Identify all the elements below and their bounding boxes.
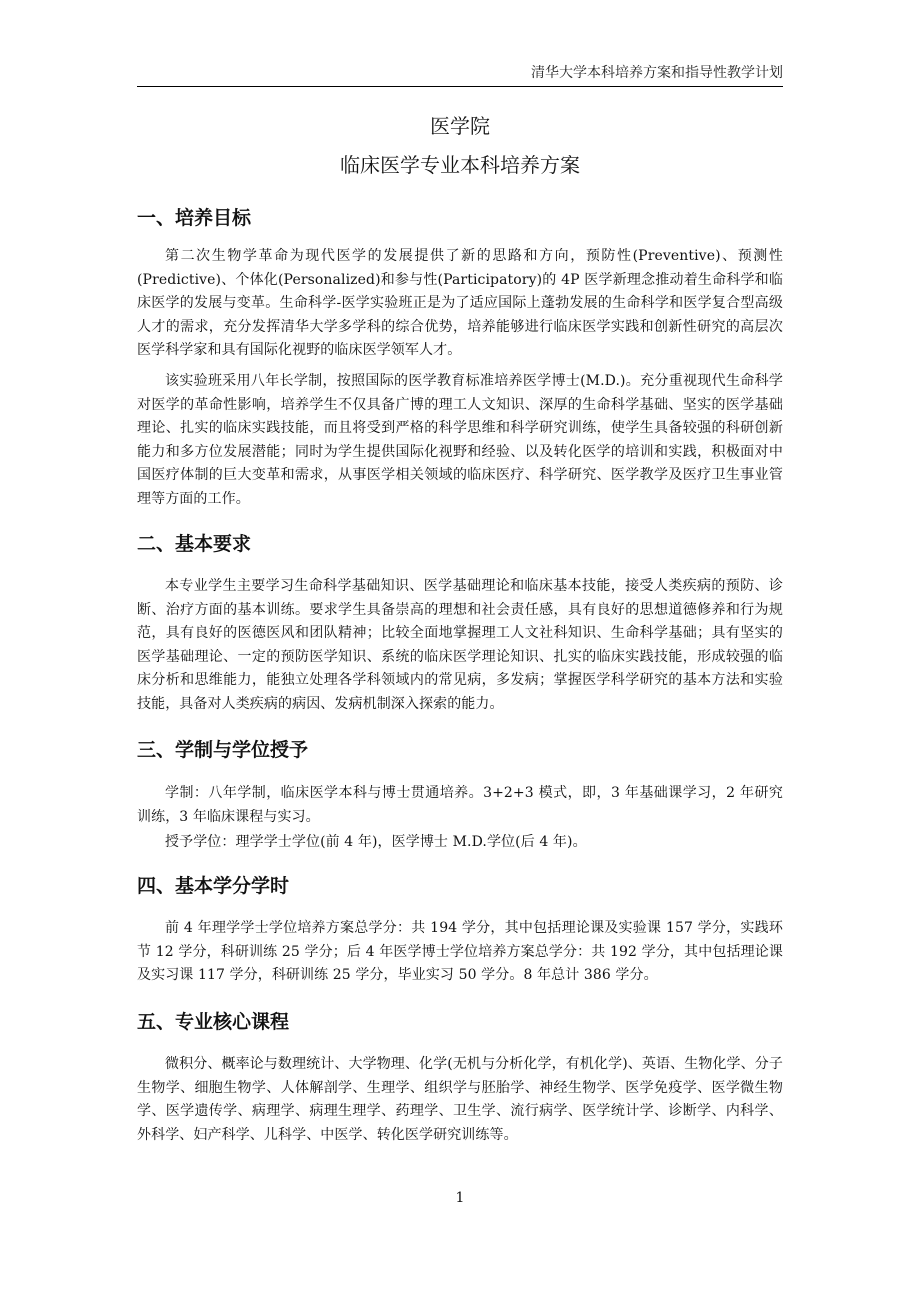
paragraph-degree: 授予学位：理学学士学位(前 4 年)，医学博士 M.D.学位(后 4 年)。: [165, 834, 587, 850]
section-heading-training-objectives: 一、培养目标: [137, 207, 252, 229]
header-divider: [137, 86, 783, 87]
section-heading-duration-and-degree: 三、学制与学位授予: [137, 739, 309, 761]
paragraph-objectives-1: 第二次生物学革命为现代医学的发展提供了新的思路和方向，预防性(Preventive)、预测性(Predictive)、个体化(Personalized)和参与性(Participatory)的 4P 医学新理念推动着生命科学和临床医学的发展与变革。生命科学-医学实验班正是为了适应国际上蓬勃发展的生命科学和医学复合型高级人才的需求，充分发挥清华大学多学科的综合优势，培养能够进行临床医学实践和创新性研究的高层次医学科学家和具有国际化视野的临床医学领军人才。: [137, 248, 783, 358]
paragraph-credits: 前 4 年理学学士学位培养方案总学分：共 194 学分，其中包括理论课及实验课 157 学分，实践环节 12 学分，科研训练 25 学分；后 4 年医学博士学位培养方案总学分：共 192 学分，其中包括理论课及实习课 117 学分，科研训练 25 学分，毕业实习 50 学分。8 年总计 386 学分。: [137, 920, 783, 983]
section-heading-basic-requirements: 二、基本要求: [137, 533, 252, 555]
paragraph-requirements: 本专业学生主要学习生命科学基础知识、医学基础理论和临床基本技能，接受人类疾病的预防、诊断、治疗方面的基本训练。要求学生具备崇高的理想和社会责任感，具有良好的思想道德修养和行为规范，具有良好的医德医风和团队精神；比较全面地掌握理工人文社科知识、生命科学基础；具有坚实的医学基础理论、一定的预防医学知识、系统的临床医学理论知识、扎实的临床实践技能，形成较强的临床分析和思维能力，能独立处理各学科领域内的常见病，多发病；掌握医学科学研究的基本方法和实验技能，具备对人类疾病的病因、发病机制深入探索的能力。: [137, 578, 783, 712]
section-heading-core-courses: 五、专业核心课程: [137, 1011, 290, 1033]
running-header: 清华大学本科培养方案和指导性教学计划: [531, 65, 783, 81]
department-title: 医学院: [430, 114, 490, 138]
page-number: 1: [455, 1190, 465, 1206]
paragraph-core-courses: 微积分、概率论与数理统计、大学物理、化学(无机与分析化学，有机化学)、英语、生物化学、分子生物学、细胞生物学、人体解剖学、生理学、组织学与胚胎学、神经生物学、医学免疫学、医学微生物学、医学遗传学、病理学、病理生理学、药理学、卫生学、流行病学、医学统计学、诊断学、内科学、外科学、妇产科学、儿科学、中医学、转化医学研究训练等。: [137, 1056, 783, 1143]
section-heading-credits: 四、基本学分学时: [137, 875, 290, 897]
paragraph-objectives-2: 该实验班采用八年长学制，按照国际的医学教育标准培养医学博士(M.D.)。充分重视现代生命科学对医学的革命性影响，培养学生不仅具备广博的理工人文知识、深厚的生命科学基础、坚实的医学基础理论、扎实的临床实践技能，而且将受到严格的科学思维和科学研究训练，使学生具备较强的科研创新能力和多方位发展潜能；同时为学生提供国际化视野和经验、以及转化医学的培训和实践，积极面对中国医疗体制的巨大变革和需求，从事医学相关领域的临床医疗、科学研究、医学教学及医疗卫生事业管理等方面的工作。: [137, 373, 783, 507]
document-title: 临床医学专业本科培养方案: [340, 153, 580, 177]
paragraph-duration: 学制：八年学制，临床医学本科与博士贯通培养。3+2+3 模式，即，3 年基础课学习，2 年研究训练，3 年临床课程与实习。: [137, 785, 783, 825]
